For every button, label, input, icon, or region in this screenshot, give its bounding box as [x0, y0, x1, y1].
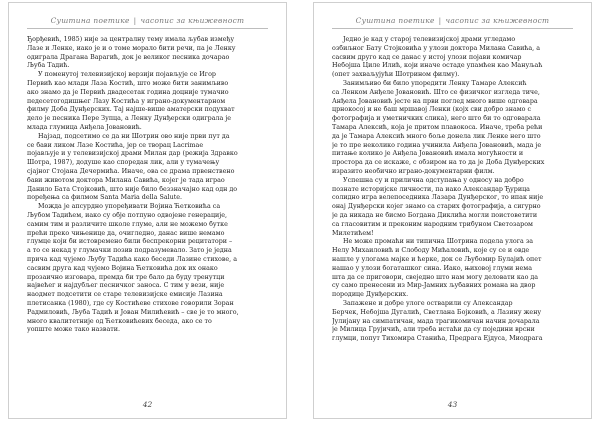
text-line: је Милица Грујичић, али треба истаћи да су поједини врсни — [332, 326, 535, 334]
text-line: највећег и најдубљег песничког заноса. С тим у вези, није — [27, 282, 225, 290]
text-line: одиграла Драгана Варагић, док је великог песника дочарао — [27, 53, 230, 61]
text-line: је да никада не бисмо Богдана Диклића могли поистоветити — [332, 211, 538, 219]
right-page — [313, 2, 592, 419]
text-line: плетисанка (1980), где су Костићеве стихове говорили Зоран — [27, 299, 234, 307]
text-line: Радмиловић, Љуба Тадић и Јован Милићевић – све је то много, — [27, 308, 239, 316]
text-line: поређења са филмом Santa Maria della Salute. — [27, 194, 183, 202]
text-line: Можда је апсурдно упоређивати Војина Ћетковића са — [38, 203, 221, 211]
page-number: 43 — [447, 400, 458, 409]
text-line: Берчек, Небојша Дугалић, Светлана Бојковић, а Лазину жену — [332, 308, 542, 316]
journal-subtitle: часопис за књижевност — [140, 16, 245, 25]
text-line: млада глумица Анђела Јовановић. — [27, 123, 142, 131]
text-line: озбиљног Бату Стојковића у улози доктора Милана Савића, а — [332, 44, 540, 52]
header-separator: | — [133, 16, 137, 25]
text-line: Једно је кад у старој телевизијској драми угледамо — [343, 36, 516, 43]
text-line: наодмет подсетити се старе телевизијске емисије Лазина — [27, 291, 223, 299]
text-line: црнокосој и не баш мршавој Ленки (којх сви добро знамо с — [332, 106, 532, 114]
text-line: Анђела Јовановић јесте на први поглед много више одговара — [332, 97, 538, 105]
text-line: самим тим и различите школе глуме, али не можемо бутке — [27, 220, 228, 228]
text-line: Милетићем! — [332, 229, 374, 237]
text-line: Најзад, подсетимо се да ни Шотрин ово није први пут да — [38, 132, 230, 140]
text-line: су само пренесени из Мир-Јамниx љубавних романа на двор — [332, 282, 536, 290]
text-line: Лазе и Ленке, иако је и о томе морало бити речи, па је Ленку — [27, 44, 236, 52]
text-line: познате историјске личности, па иако Александар Ђурица — [332, 185, 530, 193]
text-line: Не може промаћи ни типична Шотрина подела улога за — [343, 238, 534, 246]
text-line: Успешна су и прилична одступања у односу на добро — [343, 176, 524, 184]
header-separator: | — [438, 16, 442, 25]
text-line: Шотра, 1987), додуше као споредан лик, али у тумачењу — [27, 159, 220, 167]
text-line: Ђорђевић, 1985) није за централну тему имала љубав између — [27, 36, 235, 43]
text-line: сасвим друго кад се данас у истој улози појави комичар — [332, 53, 522, 61]
text-line: филму Доба Дунђерских. Тај најше-више аматерски подухват — [27, 106, 235, 114]
text-line: Љубом Тадићем, иако су обје потпуно одвојене генерације, — [27, 211, 228, 219]
text-line: Небојша Циле Илић, који иначе остаде упамћен као Мануљаћ — [332, 62, 543, 70]
text-line: прича кад чујемо Љубу Тадића како беседи Лазине стихове, а — [27, 255, 237, 263]
text-line: са гласовитим и преконим народним трибуном Светозаром — [332, 220, 533, 228]
text-line: питање колико је Анђела Јовановић имала могућности и — [332, 150, 524, 158]
journal-title: Суштина поетике — [50, 16, 130, 25]
left-page-body — [27, 36, 268, 335]
text-line: много квалитетније од Ћетковићевих беседа, ако се то — [27, 317, 212, 325]
text-line: Јулијану на симпатичан, мада трагикомичан начин дочарала — [332, 317, 540, 325]
text-line: У поменутој телевизијској верзији појављује се Игор — [38, 71, 216, 79]
text-line: уопште може тако назвати. — [27, 326, 120, 334]
text-line: прозаично изговара, премда би тре бало да буду тренутци — [27, 273, 225, 281]
journal-subtitle: часопис за књижевност — [445, 16, 550, 25]
left-page — [8, 2, 287, 419]
text-line: Тамара Алексић, која је притом плавокоса. Иначе, треба рећи — [332, 123, 543, 131]
text-line: шта да се приговори, свеједно што нам могу деловати као да — [332, 273, 539, 281]
running-header — [27, 16, 268, 29]
text-line: да је Тамара Алексић много боље донела лик Ленке него што — [332, 132, 541, 140]
text-line: онај Дунђерски којег знамо са старих фотографија, а сигурно — [332, 203, 541, 211]
text-line: Занимљиво би било упоредити Ленку Тамаре Алексић — [343, 79, 527, 87]
text-line: Первић као млади Лаза Костић, што може бити занимљиво — [27, 79, 229, 87]
text-line: солидно игра велепоседника Лазара Дунђерског, то ипак није — [332, 194, 544, 202]
text-line: Љуба Тадић. — [27, 62, 70, 70]
text-line: изразито необично играно-документарни филм. — [332, 167, 495, 175]
text-line: ако знамо да је Первић двадесетак година доцније тумачио — [27, 88, 229, 96]
text-line: сјајног Стојана Дечермића. Иначе, ова се драма првенствено — [27, 167, 235, 175]
text-line: се бави ликом Лазе Костића, јер се творац Lacrimae — [27, 141, 204, 149]
text-line: бави животом доктора Милана Савића, којег је тада играо — [27, 176, 225, 184]
text-line: је то пре неколико година учинила Анђела Јовановић, мада је — [332, 141, 542, 149]
text-line: нашле у улогама мајке и ћерке, док се Љубомир Булајић опет — [332, 255, 542, 263]
text-line: сасвим друга кад чујемо Војина Ћетковића док их онако — [27, 264, 218, 272]
text-line: (опет захваљујући Шотрином филму). — [332, 71, 460, 79]
text-line: нашао у улози богаташког сина. Иако, њиховој глуми нема — [332, 264, 532, 272]
text-line: педесетогодишњег Лазу Костића у играно-документарном — [27, 97, 226, 105]
journal-title: Суштина поетике — [355, 16, 435, 25]
text-line: прећи преко чињенице да, очигледно, данас више немамо — [27, 229, 225, 237]
text-line: са Ленком Анђеле Јовановић. Што се физичког изгледа тиче, — [332, 88, 540, 96]
text-line: фотографија и уметничких слика), него што би то одговарала — [332, 115, 541, 123]
text-line: глумци, попут Тихомира Станића, Предрага Ејдуса, Миодрага — [332, 335, 543, 343]
text-line: простора да се искаже, с обзиром на то да је Доба Дунђерских — [332, 159, 545, 167]
text-line: породице Дунђерских. — [332, 291, 409, 299]
running-header — [332, 16, 573, 29]
text-line: дело је песника Пере Зупца, а Ленку Дунђерски одиграла је — [27, 115, 232, 123]
text-line: а то се некад у глумачки позив подразумевало. Зато је једна — [27, 247, 232, 255]
text-line: Запажене и добре улоге остварили су Александар — [343, 299, 513, 307]
text-line: глумце који би истовремено били беспрекорни рецитатори – — [27, 238, 233, 246]
text-line: Нелу Михаиловић и Слободу Мићаловић, које су се и овде — [332, 247, 530, 255]
right-page-body — [332, 36, 573, 344]
text-line: Данило Бата Стојковић, што није било беззначајно кад одн до — [27, 185, 238, 193]
text-line: појављује и у телевизијској драми Милан дар (режија Здравко — [27, 150, 238, 158]
page-number: 42 — [142, 400, 153, 409]
